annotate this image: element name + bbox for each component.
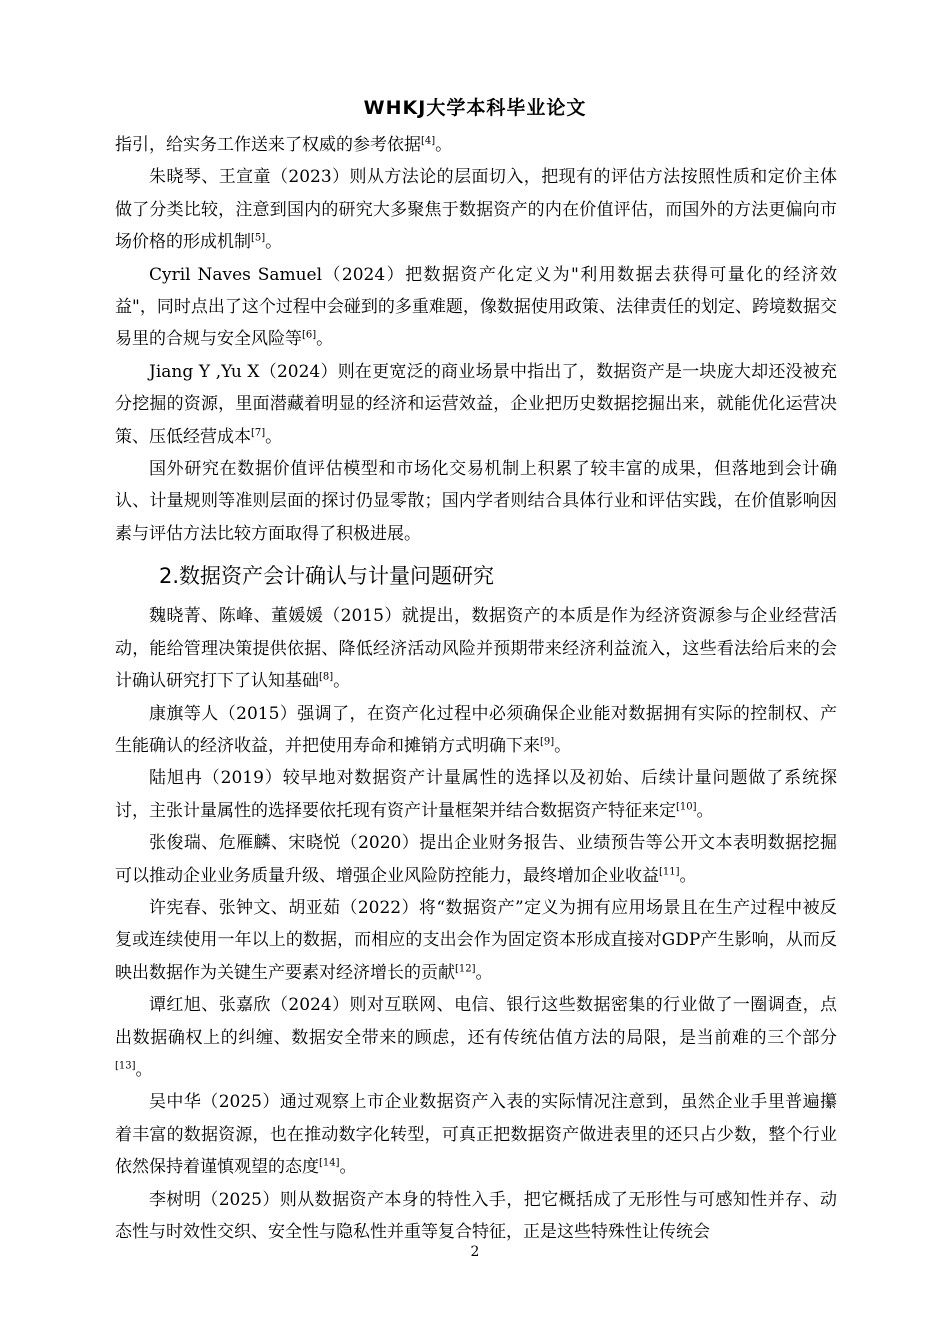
paragraph: 谭红旭、张嘉欣（2024）则对互联网、电信、银行这些数据密集的行业做了一圈调查，点出数据确权上的纠缠、数据安全带来的顾虑，还有传统估值方法的局限，是当前难的三个部分[13]。	[115, 995, 837, 1080]
citation-ref[interactable]: [7]	[251, 427, 266, 438]
paragraph: 魏晓菁、陈峰、董媛媛（2015）就提出，数据资产的本质是作为经济资源参与企业经营活动，能给管理决策提供依据、降低经济活动风险并预期带来经济利益流入，这些看法给后来的会计确认研究打下了认知基础[8]。	[115, 606, 837, 692]
citation-ref[interactable]: [13]	[115, 1060, 136, 1072]
paragraph: 许宪春、张钟文、胡亚茹（2022）将“数据资产”定义为拥有应用场景且在生产过程中被反复或连续使用一年以上的数据，而相应的支出会作为固定资本形成直接对GDP产生影响，从而反映出数据作为关键生产要素对经济增长的贡献[12]。	[115, 897, 837, 983]
paragraph: 李树明（2025）则从数据资产本身的特性入手，把它概括成了无形性与可感知性并存、动态性与时效性交织、安全性与隐私性并重等复合特征，正是这些特殊性让传统会	[115, 1189, 837, 1242]
citation-ref[interactable]: [11]	[659, 865, 680, 877]
citation-ref[interactable]: [5]	[251, 232, 266, 244]
citation-ref[interactable]: [9]	[540, 736, 555, 748]
citation-ref[interactable]: [6]	[302, 329, 317, 341]
section-heading: 2.数据资产会计确认与计量问题研究	[159, 564, 495, 589]
citation-ref[interactable]: [10]	[676, 801, 697, 813]
paragraph: 国外研究在数据价值评估模型和市场化交易机制上积累了较丰富的成果，但落地到会计确认、计量规则等准则层面的探讨仍显零散；国内学者则结合具体行业和评估实践，在价值影响因素与评估方法比较方面取得了积极进展。	[115, 459, 837, 544]
paragraph: 朱晓琴、王宣童（2023）则从方法论的层面切入，把现有的评估方法按照性质和定价主体做了分类比较，注意到国内的研究大多聚焦于数据资产的内在价值评估，而国外的方法更偏向市场价格的形成机制[5]。	[115, 167, 837, 253]
citation-ref[interactable]: [12]	[455, 963, 476, 975]
paragraph: 陆旭冉（2019）较早地对数据资产计量属性的选择以及初始、后续计量问题做了系统探讨，主张计量属性的选择要依托现有资产计量框架并结合数据资产特征来定[10]。	[115, 768, 837, 821]
page-number: 2	[470, 1244, 480, 1260]
running-header: WHKJ大学本科毕业论文	[363, 97, 587, 119]
citation-ref[interactable]: [8]	[319, 671, 334, 683]
paragraph: 吴中华（2025）通过观察上市企业数据资产入表的实际情况注意到，虽然企业手里普遍攥着丰富的数据资源，也在推动数字化转型，可真正把数据资产做进表里的还只占少数，整个行业依然保持着谨慎观望的态度[14]。	[115, 1092, 837, 1178]
paragraph: 张俊瑞、危雁麟、宋晓悦（2020）提出企业财务报告、业绩预告等公开文本表明数据挖掘可以推动企业业务质量升级、增强企业风险防控能力，最终增加企业收益[11]。	[115, 833, 837, 886]
paragraph: Cyril Naves Samuel（2024）把数据资产化定义为"利用数据去获得可量化的经济效益"，同时点出了这个过程中会碰到的多重难题，像数据使用政策、法律责任的划定、跨境数据交易里的合规与安全风险等[6]。	[115, 264, 837, 350]
citation-ref[interactable]: [14]	[319, 1157, 340, 1169]
paragraph: 指引，给实务工作送来了权威的参考依据[4]。	[115, 135, 453, 155]
citation-ref[interactable]: [4]	[421, 135, 436, 147]
body-text	[115, 129, 837, 1248]
paragraph: Jiang Y ,Yu X（2024）则在更宽泛的商业场景中指出了，数据资产是一块庞大却还没被充分挖掘的资源，里面潜藏着明显的经济和运营效益，企业把历史数据挖掘出来，就能优化运营决策、压低经营成本[7]。	[115, 361, 837, 447]
paragraph: 康旗等人（2015）强调了，在资产化过程中必须确保企业能对数据拥有实际的控制权、产生能确认的经济收益，并把使用寿命和摊销方式明确下来[9]。	[115, 703, 837, 756]
